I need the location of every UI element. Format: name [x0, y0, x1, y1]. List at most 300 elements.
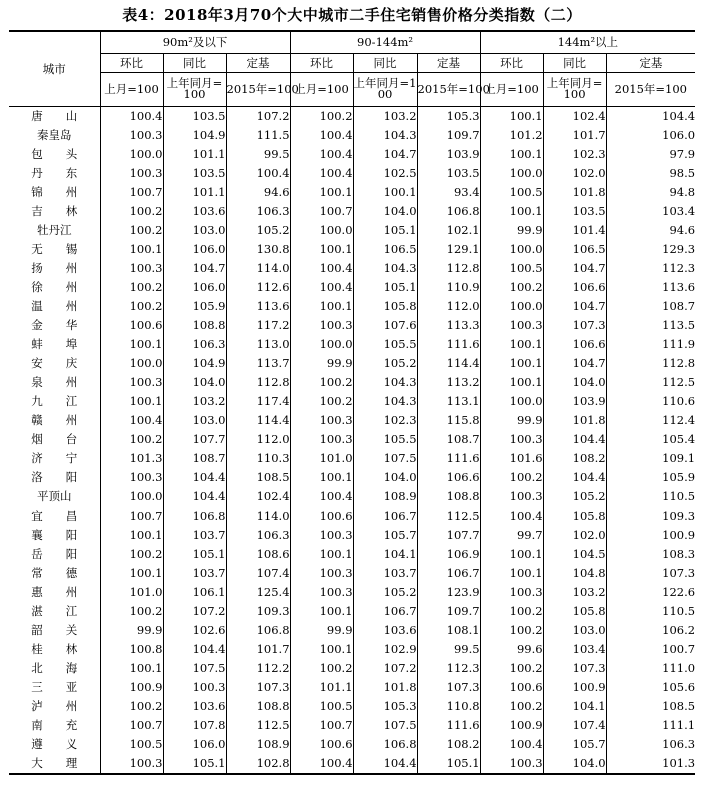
- index-value: 113.6: [226, 297, 290, 316]
- index-value: 110.5: [606, 487, 695, 506]
- index-value: 106.5: [353, 240, 417, 259]
- index-value: 103.6: [163, 697, 226, 716]
- col-header-base: 定基: [606, 53, 695, 72]
- index-value: 105.8: [543, 602, 606, 621]
- index-value: 100.1: [100, 526, 163, 545]
- city-name: 丹 东: [31, 165, 78, 180]
- index-value: 105.5: [353, 430, 417, 449]
- index-value: 102.6: [163, 621, 226, 640]
- table-row: [9, 506, 695, 525]
- index-value: 100.0: [100, 145, 163, 164]
- index-value: 105.9: [163, 297, 226, 316]
- index-value: 103.9: [543, 392, 606, 411]
- index-value: 100.3: [290, 526, 353, 545]
- table-row: [9, 449, 695, 468]
- index-value: 100.2: [480, 468, 543, 487]
- index-value: 101.6: [480, 449, 543, 468]
- index-value: 100.2: [480, 621, 543, 640]
- table-row: [9, 697, 695, 716]
- table-row: [9, 202, 695, 221]
- city-name: 大 理: [9, 754, 100, 774]
- index-value: 100.2: [480, 602, 543, 621]
- index-value: 104.3: [353, 392, 417, 411]
- index-value: 107.2: [163, 602, 226, 621]
- index-value: 104.0: [353, 202, 417, 221]
- index-value: 100.2: [290, 659, 353, 678]
- index-value: 106.6: [543, 335, 606, 354]
- city-name: 烟 台: [31, 432, 78, 447]
- index-value: 105.1: [163, 754, 226, 774]
- index-value: 100.4: [290, 259, 353, 278]
- table-row: [9, 411, 695, 430]
- index-value: 108.5: [606, 697, 695, 716]
- index-value: 105.4: [606, 430, 695, 449]
- table-row: [9, 240, 695, 259]
- city-name: 桂 林: [31, 641, 78, 656]
- table-row: [9, 545, 695, 564]
- index-value: 100.4: [100, 106, 163, 126]
- index-value: 110.3: [226, 449, 290, 468]
- index-value: 100.0: [290, 335, 353, 354]
- index-value: 106.1: [163, 583, 226, 602]
- index-value: 100.5: [100, 735, 163, 754]
- city-name: 泸 州: [31, 698, 78, 713]
- col-header-yoy: 同比: [353, 53, 417, 72]
- index-value: 112.5: [417, 506, 480, 525]
- index-value: 102.0: [543, 164, 606, 183]
- index-value: 108.9: [353, 487, 417, 506]
- index-value: 105.7: [543, 735, 606, 754]
- index-value: 100.4: [290, 487, 353, 506]
- index-value: 106.8: [226, 621, 290, 640]
- index-value: 100.7: [100, 716, 163, 735]
- index-value: 100.3: [100, 754, 163, 774]
- index-value: 99.7: [480, 526, 543, 545]
- index-value: 130.8: [226, 240, 290, 259]
- index-value: 108.7: [606, 297, 695, 316]
- index-value: 108.7: [417, 430, 480, 449]
- index-value: 100.0: [480, 297, 543, 316]
- index-value: 106.3: [226, 526, 290, 545]
- index-value: 100.1: [100, 392, 163, 411]
- index-value: 103.5: [417, 164, 480, 183]
- index-value: 101.3: [100, 449, 163, 468]
- index-value: 100.2: [290, 373, 353, 392]
- index-value: 104.3: [353, 373, 417, 392]
- index-value: 100.4: [290, 126, 353, 145]
- index-value: 105.2: [353, 583, 417, 602]
- index-value: 100.1: [100, 335, 163, 354]
- index-value: 100.3: [290, 564, 353, 583]
- index-value: 101.1: [163, 183, 226, 202]
- index-value: 100.3: [100, 259, 163, 278]
- index-value: 100.3: [480, 754, 543, 774]
- table-row: [9, 392, 695, 411]
- index-value: 106.8: [417, 202, 480, 221]
- index-value: 100.1: [353, 183, 417, 202]
- index-value: 112.3: [417, 659, 480, 678]
- city-name: 岳 阳: [31, 546, 78, 561]
- index-value: 99.9: [290, 354, 353, 373]
- index-value: 108.7: [163, 449, 226, 468]
- table-row: [9, 468, 695, 487]
- index-value: 105.1: [353, 221, 417, 240]
- index-value: 102.9: [353, 640, 417, 659]
- index-value: 108.8: [163, 316, 226, 335]
- index-value: 100.3: [480, 430, 543, 449]
- city-name: 宜 昌: [31, 508, 78, 523]
- base-label-fixed: 2015年=100: [606, 72, 695, 106]
- index-value: 101.1: [290, 678, 353, 697]
- index-value: 100.6: [480, 678, 543, 697]
- index-value: 101.0: [290, 449, 353, 468]
- base-label-fixed: 2015年=100: [226, 72, 290, 106]
- index-value: 100.1: [290, 545, 353, 564]
- index-value: 112.3: [606, 259, 695, 278]
- table-row: [9, 126, 695, 145]
- table-row: [9, 526, 695, 545]
- index-value: 105.3: [353, 697, 417, 716]
- col-header-base: 定基: [417, 53, 480, 72]
- city-name: 唐 山: [31, 108, 78, 123]
- city-name: 秦皇岛: [37, 127, 72, 142]
- index-value: 100.4: [290, 278, 353, 297]
- index-value: 103.7: [163, 526, 226, 545]
- index-value: 105.8: [543, 506, 606, 525]
- index-value: 112.4: [606, 411, 695, 430]
- city-name: 洛 阳: [31, 470, 78, 485]
- index-value: 106.7: [417, 564, 480, 583]
- index-value: 101.1: [163, 145, 226, 164]
- base-label-yoy: 上年同月=100: [353, 72, 417, 106]
- table-row: [9, 621, 695, 640]
- index-value: 100.1: [480, 335, 543, 354]
- index-value: 103.9: [417, 145, 480, 164]
- index-value: 100.3: [163, 678, 226, 697]
- group-header-large: 144m²以上: [480, 31, 695, 53]
- index-value: 100.1: [290, 468, 353, 487]
- index-value: 111.6: [417, 449, 480, 468]
- index-value: 108.3: [606, 545, 695, 564]
- index-value: 101.7: [543, 126, 606, 145]
- table-title: 表4：2018年3月70个大中城市二手住宅销售价格分类指数（二）: [122, 6, 582, 24]
- index-value: 106.3: [226, 202, 290, 221]
- index-value: 106.9: [417, 545, 480, 564]
- city-name: 吉 林: [31, 203, 78, 218]
- index-value: 104.0: [163, 373, 226, 392]
- index-value: 107.3: [543, 316, 606, 335]
- city-name: 北 海: [31, 660, 78, 675]
- index-value: 104.4: [606, 106, 695, 126]
- group-header-small: 90m²及以下: [100, 31, 290, 53]
- index-value: 105.5: [353, 335, 417, 354]
- index-value: 103.5: [543, 202, 606, 221]
- index-value: 100.1: [480, 564, 543, 583]
- index-value: 100.3: [480, 487, 543, 506]
- base-label-fixed: 2015年=100: [417, 72, 480, 106]
- index-value: 103.2: [163, 392, 226, 411]
- index-value: 112.8: [417, 259, 480, 278]
- index-value: 104.9: [163, 126, 226, 145]
- city-name: 泉 州: [31, 375, 78, 390]
- city-name: 扬 州: [31, 260, 78, 275]
- index-value: 100.1: [480, 545, 543, 564]
- index-value: 114.4: [226, 411, 290, 430]
- index-value: 100.0: [100, 487, 163, 506]
- index-value: 104.3: [353, 126, 417, 145]
- city-name: 牡丹江: [37, 222, 72, 237]
- index-value: 105.2: [543, 487, 606, 506]
- index-value: 106.6: [543, 278, 606, 297]
- index-value: 129.3: [606, 240, 695, 259]
- index-value: 104.7: [163, 259, 226, 278]
- index-value: 112.5: [606, 373, 695, 392]
- index-value: 110.9: [417, 278, 480, 297]
- index-value: 104.1: [353, 545, 417, 564]
- index-value: 105.7: [353, 526, 417, 545]
- col-header-base: 定基: [226, 53, 290, 72]
- index-value: 102.4: [543, 106, 606, 126]
- index-value: 100.1: [100, 659, 163, 678]
- table-row: [9, 602, 695, 621]
- index-value: 99.5: [226, 145, 290, 164]
- index-value: 104.4: [163, 487, 226, 506]
- index-value: 106.7: [353, 602, 417, 621]
- index-value: 107.7: [163, 430, 226, 449]
- index-value: 105.2: [353, 354, 417, 373]
- index-value: 105.2: [226, 221, 290, 240]
- city-name: 温 州: [31, 298, 78, 313]
- index-value: 107.5: [163, 659, 226, 678]
- index-value: 111.9: [606, 335, 695, 354]
- index-value: 113.7: [226, 354, 290, 373]
- index-value: 107.5: [353, 449, 417, 468]
- index-value: 104.5: [543, 545, 606, 564]
- index-value: 100.2: [100, 697, 163, 716]
- index-value: 100.4: [290, 164, 353, 183]
- index-value: 111.0: [606, 659, 695, 678]
- index-value: 123.9: [417, 583, 480, 602]
- index-value: 111.1: [606, 716, 695, 735]
- index-value: 100.8: [100, 640, 163, 659]
- index-value: 103.0: [543, 621, 606, 640]
- table-row: [9, 106, 695, 126]
- price-index-table: [9, 30, 695, 775]
- index-value: 100.1: [290, 240, 353, 259]
- index-value: 108.9: [226, 735, 290, 754]
- index-value: 97.9: [606, 145, 695, 164]
- index-value: 100.1: [290, 297, 353, 316]
- index-value: 105.1: [417, 754, 480, 774]
- index-value: 100.3: [100, 468, 163, 487]
- index-value: 106.2: [606, 621, 695, 640]
- index-value: 100.5: [290, 697, 353, 716]
- index-value: 107.4: [226, 564, 290, 583]
- index-value: 104.7: [353, 145, 417, 164]
- index-value: 114.4: [417, 354, 480, 373]
- table-row: [9, 145, 695, 164]
- index-value: 100.0: [100, 354, 163, 373]
- city-name: 南 充: [31, 718, 78, 733]
- index-value: 100.6: [100, 316, 163, 335]
- index-value: 106.0: [163, 278, 226, 297]
- base-label-mom: 上月=100: [480, 72, 543, 106]
- index-value: 107.3: [417, 678, 480, 697]
- index-value: 106.6: [417, 468, 480, 487]
- city-name: 锦 州: [31, 184, 78, 199]
- index-value: 100.3: [480, 583, 543, 602]
- city-name: 安 庆: [31, 356, 78, 371]
- index-value: 106.5: [543, 240, 606, 259]
- index-value: 94.6: [226, 183, 290, 202]
- index-value: 110.8: [417, 697, 480, 716]
- index-value: 103.5: [163, 106, 226, 126]
- index-value: 99.9: [100, 621, 163, 640]
- index-value: 94.6: [606, 221, 695, 240]
- table-row: [9, 487, 695, 506]
- base-label-mom: 上月=100: [100, 72, 163, 106]
- index-value: 104.7: [543, 297, 606, 316]
- index-value: 99.9: [480, 411, 543, 430]
- index-value: 104.7: [543, 354, 606, 373]
- index-value: 100.5: [480, 259, 543, 278]
- index-value: 112.0: [226, 430, 290, 449]
- city-name: 无 锡: [31, 241, 78, 256]
- index-value: 107.5: [353, 716, 417, 735]
- index-value: 104.0: [353, 468, 417, 487]
- index-value: 100.4: [290, 145, 353, 164]
- index-value: 101.0: [100, 583, 163, 602]
- index-value: 102.4: [226, 487, 290, 506]
- index-value: 106.8: [163, 506, 226, 525]
- index-value: 111.6: [417, 716, 480, 735]
- index-value: 100.2: [480, 659, 543, 678]
- index-value: 103.4: [543, 640, 606, 659]
- index-value: 108.1: [417, 621, 480, 640]
- index-value: 100.9: [100, 678, 163, 697]
- index-value: 100.2: [290, 106, 353, 126]
- index-value: 100.4: [480, 735, 543, 754]
- index-value: 100.0: [290, 221, 353, 240]
- index-value: 113.1: [417, 392, 480, 411]
- index-value: 100.0: [480, 164, 543, 183]
- index-value: 100.3: [290, 411, 353, 430]
- index-value: 105.1: [163, 545, 226, 564]
- index-value: 104.4: [163, 468, 226, 487]
- index-value: 103.6: [163, 202, 226, 221]
- index-value: 108.8: [226, 697, 290, 716]
- base-label-yoy: 上年同月=100: [543, 72, 606, 106]
- index-value: 105.9: [606, 468, 695, 487]
- index-value: 104.4: [353, 754, 417, 774]
- index-value: 100.7: [606, 640, 695, 659]
- index-value: 117.2: [226, 316, 290, 335]
- table-row: [9, 735, 695, 754]
- index-value: 104.0: [543, 373, 606, 392]
- index-value: 100.2: [100, 602, 163, 621]
- index-value: 107.4: [543, 716, 606, 735]
- table-row: [9, 716, 695, 735]
- index-value: 103.7: [163, 564, 226, 583]
- index-value: 102.5: [353, 164, 417, 183]
- index-value: 102.1: [417, 221, 480, 240]
- city-name: 三 亚: [31, 679, 78, 694]
- index-value: 98.5: [606, 164, 695, 183]
- index-value: 103.4: [606, 202, 695, 221]
- index-value: 99.5: [417, 640, 480, 659]
- index-value: 112.6: [226, 278, 290, 297]
- index-value: 107.8: [163, 716, 226, 735]
- index-value: 105.3: [417, 106, 480, 126]
- index-value: 113.6: [606, 278, 695, 297]
- index-value: 100.2: [100, 278, 163, 297]
- index-value: 100.1: [480, 145, 543, 164]
- col-header-mom: 环比: [290, 53, 353, 72]
- index-value: 100.2: [100, 221, 163, 240]
- index-value: 100.1: [480, 354, 543, 373]
- index-value: 104.4: [543, 430, 606, 449]
- index-value: 105.1: [353, 278, 417, 297]
- index-value: 112.8: [226, 373, 290, 392]
- index-value: 107.2: [353, 659, 417, 678]
- index-value: 100.3: [290, 430, 353, 449]
- index-value: 99.6: [480, 640, 543, 659]
- index-value: 100.4: [226, 164, 290, 183]
- index-value: 104.0: [543, 754, 606, 774]
- index-value: 100.2: [100, 545, 163, 564]
- index-value: 100.1: [100, 240, 163, 259]
- index-value: 100.3: [480, 316, 543, 335]
- index-value: 102.0: [543, 526, 606, 545]
- index-value: 100.7: [100, 183, 163, 202]
- index-value: 103.0: [163, 221, 226, 240]
- index-value: 100.3: [290, 583, 353, 602]
- index-value: 106.8: [353, 735, 417, 754]
- index-value: 100.2: [100, 430, 163, 449]
- index-value: 100.2: [100, 202, 163, 221]
- table-row: [9, 659, 695, 678]
- index-value: 111.5: [226, 126, 290, 145]
- index-value: 100.3: [100, 164, 163, 183]
- index-value: 99.9: [480, 221, 543, 240]
- index-value: 103.6: [353, 621, 417, 640]
- index-value: 100.5: [480, 183, 543, 202]
- index-value: 100.3: [100, 126, 163, 145]
- index-value: 107.7: [417, 526, 480, 545]
- index-value: 101.4: [543, 221, 606, 240]
- index-value: 105.6: [606, 678, 695, 697]
- index-value: 113.5: [606, 316, 695, 335]
- index-value: 100.4: [480, 506, 543, 525]
- index-value: 100.7: [290, 202, 353, 221]
- index-value: 100.4: [290, 754, 353, 774]
- index-value: 107.2: [226, 106, 290, 126]
- index-value: 94.8: [606, 183, 695, 202]
- index-value: 103.0: [163, 411, 226, 430]
- index-value: 114.0: [226, 259, 290, 278]
- index-value: 100.1: [480, 106, 543, 126]
- index-value: 100.1: [480, 202, 543, 221]
- index-value: 100.0: [480, 240, 543, 259]
- index-value: 107.3: [226, 678, 290, 697]
- group-header-medium: 90-144m²: [290, 31, 480, 53]
- index-value: 100.3: [100, 373, 163, 392]
- base-label-mom: 上月=100: [290, 72, 353, 106]
- col-header-yoy: 同比: [543, 53, 606, 72]
- index-value: 100.2: [480, 278, 543, 297]
- index-value: 100.1: [480, 373, 543, 392]
- index-value: 107.6: [353, 316, 417, 335]
